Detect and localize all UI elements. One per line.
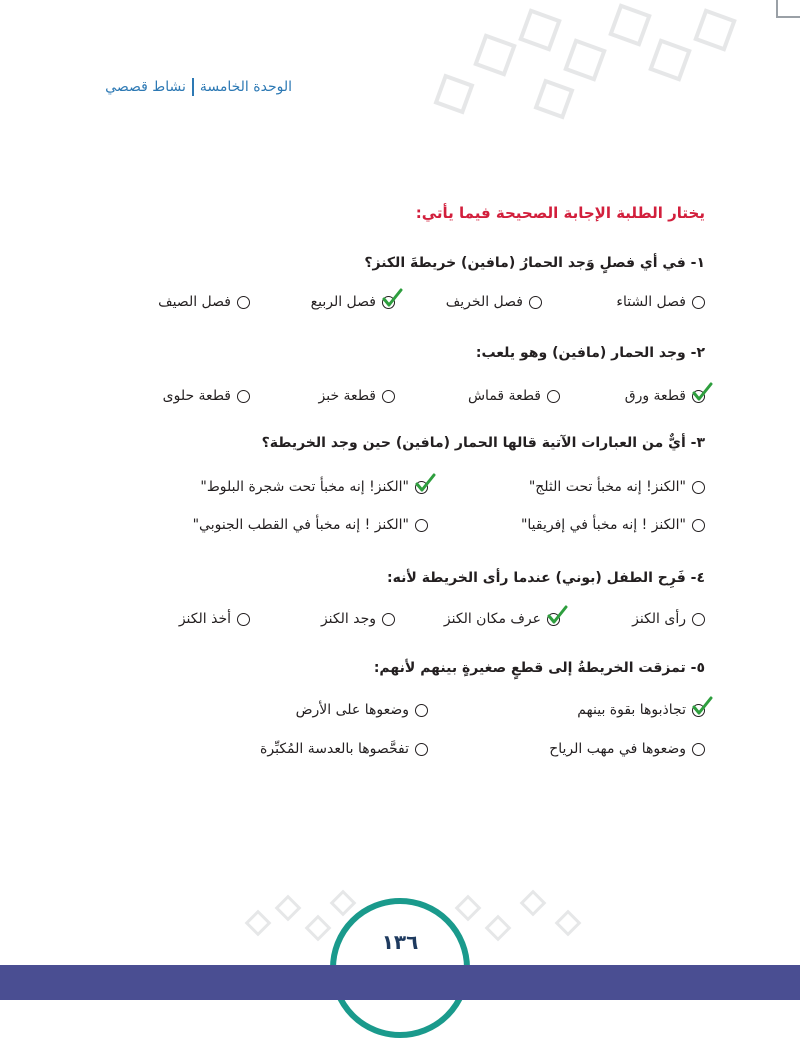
radio-circle[interactable] bbox=[415, 743, 428, 756]
option-4-3[interactable] bbox=[321, 611, 395, 627]
radio-circle[interactable] bbox=[547, 613, 560, 626]
radio-circle[interactable] bbox=[415, 481, 428, 494]
radio-circle[interactable] bbox=[415, 704, 428, 717]
option-5-1[interactable] bbox=[577, 702, 705, 718]
radio-circle[interactable] bbox=[692, 390, 705, 403]
checkmark-icon bbox=[381, 287, 403, 309]
option-5-4[interactable] bbox=[260, 741, 428, 757]
option-label: فصل الربيع bbox=[310, 294, 376, 310]
decorative-pattern-top bbox=[400, 0, 760, 130]
unit-title: الوحدة الخامسة bbox=[199, 79, 292, 95]
radio-circle[interactable] bbox=[692, 613, 705, 626]
option-4-4[interactable] bbox=[179, 611, 250, 627]
footer-band bbox=[0, 965, 800, 1000]
option-label: قطعة ورق bbox=[624, 388, 686, 404]
option-label: وضعوها على الأرض bbox=[295, 702, 409, 718]
option-5-2[interactable] bbox=[296, 702, 428, 718]
option-label: وجد الكنز bbox=[320, 611, 376, 627]
option-label: تفحَّصوها بالعدسة المُكبِّرة bbox=[260, 741, 409, 757]
option-4-1[interactable] bbox=[632, 611, 705, 627]
radio-circle[interactable] bbox=[692, 743, 705, 756]
option-3-4[interactable] bbox=[193, 517, 428, 533]
crop-mark bbox=[778, 16, 800, 18]
option-label: "الكنز ! إنه مخبأ في إفريقيا" bbox=[520, 517, 686, 533]
question-1: ١- في أي فصلٍ وَجد الحمارُ (مافين) خريطةَ الكنز؟ bbox=[364, 255, 705, 271]
option-2-3[interactable] bbox=[319, 388, 396, 404]
header-divider bbox=[192, 78, 194, 96]
option-label: قطعة قماش bbox=[467, 388, 541, 404]
radio-circle[interactable] bbox=[382, 296, 395, 309]
instruction-heading: يختار الطلبة الإجابة الصحيحة فيما يأتي: bbox=[415, 204, 705, 222]
option-3-1[interactable] bbox=[529, 479, 705, 495]
option-label: "الكنز! إنه مخبأ تحت الثلج" bbox=[528, 479, 686, 495]
option-label: قطعة حلوى bbox=[162, 388, 231, 404]
option-label: قطعة خبز bbox=[318, 388, 376, 404]
page-header bbox=[105, 78, 292, 96]
checkmark-icon bbox=[691, 695, 713, 717]
option-4-2[interactable] bbox=[444, 611, 560, 627]
option-1-4[interactable] bbox=[158, 294, 250, 310]
question-4: ٤- فَرِح الطفل (بوني) عندما رأى الخريطة لأنه: bbox=[387, 570, 705, 586]
option-label: تجاذبوها بقوة بينهم bbox=[577, 702, 686, 718]
option-label: فصل الشتاء bbox=[616, 294, 686, 310]
radio-circle[interactable] bbox=[237, 390, 250, 403]
radio-circle[interactable] bbox=[415, 519, 428, 532]
option-label: رأى الكنز bbox=[632, 611, 686, 627]
radio-circle[interactable] bbox=[692, 519, 705, 532]
checkmark-icon bbox=[691, 381, 713, 403]
question-2: ٢- وجد الحمار (مافين) وهو يلعب: bbox=[475, 345, 705, 361]
checkmark-icon bbox=[546, 604, 568, 626]
radio-circle[interactable] bbox=[382, 390, 395, 403]
option-1-1[interactable] bbox=[616, 294, 705, 310]
option-2-4[interactable] bbox=[163, 388, 250, 404]
radio-circle[interactable] bbox=[692, 481, 705, 494]
option-label: أخذ الكنز bbox=[178, 611, 231, 627]
radio-circle[interactable] bbox=[237, 613, 250, 626]
option-5-3[interactable] bbox=[549, 741, 705, 757]
radio-circle[interactable] bbox=[237, 296, 250, 309]
option-3-2[interactable] bbox=[200, 479, 428, 495]
option-label: فصل الخريف bbox=[445, 294, 523, 310]
option-label: عرف مكان الكنز bbox=[443, 611, 541, 627]
radio-circle[interactable] bbox=[692, 704, 705, 717]
question-3: ٣- أيٌّ من العبارات الآتية قالها الحمار (مافين) حين وجد الخريطة؟ bbox=[261, 435, 705, 451]
option-2-2[interactable] bbox=[468, 388, 560, 404]
option-2-1[interactable] bbox=[625, 388, 705, 404]
page-number: ١٣٦ bbox=[381, 930, 419, 954]
radio-circle[interactable] bbox=[382, 613, 395, 626]
option-label: وضعوها في مهب الرياح bbox=[549, 741, 686, 757]
option-3-3[interactable] bbox=[521, 517, 705, 533]
option-1-2[interactable] bbox=[446, 294, 542, 310]
option-label: "الكنز! إنه مخبأ تحت شجرة البلوط" bbox=[200, 479, 409, 495]
radio-circle[interactable] bbox=[547, 390, 560, 403]
option-label: فصل الصيف bbox=[158, 294, 231, 310]
option-label: "الكنز ! إنه مخبأ في القطب الجنوبي" bbox=[192, 517, 409, 533]
option-1-3[interactable] bbox=[311, 294, 395, 310]
question-5: ٥- تمزقت الخريطةُ إلى قطعٍ صغيرةٍ بينهم لأنهم: bbox=[373, 660, 705, 676]
radio-circle[interactable] bbox=[692, 296, 705, 309]
activity-title: نشاط قصصي bbox=[105, 79, 186, 95]
checkmark-icon bbox=[414, 472, 436, 494]
radio-circle[interactable] bbox=[529, 296, 542, 309]
